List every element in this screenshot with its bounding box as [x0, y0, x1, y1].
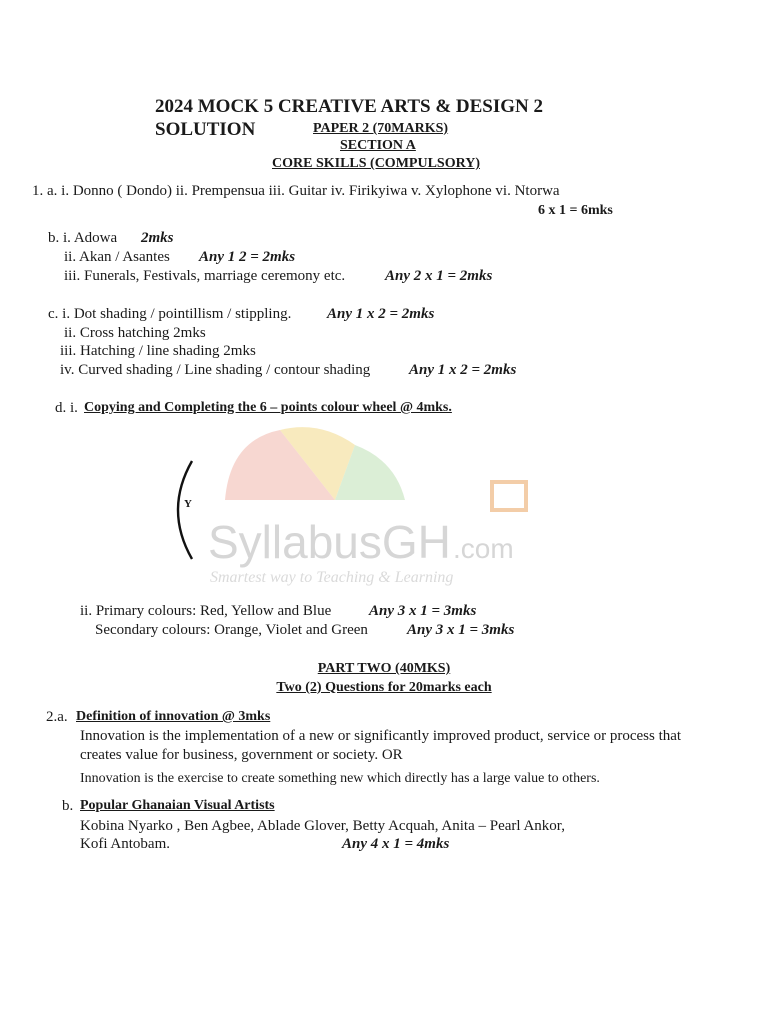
syllabusgh-watermark — [170, 420, 590, 600]
watermark-tagline: Smartest way to Teaching & Learning — [210, 569, 454, 586]
q1d-ii-secondary-marks: Any 3 x 1 = 3mks — [407, 622, 515, 638]
q1b-ii-marks: Any 1 2 = 2mks — [199, 249, 296, 265]
q2b-prefix: b. — [62, 798, 74, 814]
q1c-ii: ii. Cross hatching 2mks — [64, 325, 206, 341]
watermark-brand: SyllabusGH — [208, 516, 451, 568]
q1d-prefix: d. i. — [55, 400, 78, 416]
q2b-artists-line1: Kobina Nyarko , Ben Agbee, Ablade Glover, Betty Acquah, Anita – Pearl Ankor, — [80, 818, 565, 834]
document-title-solution: SOLUTION — [155, 119, 256, 140]
paper-label: PAPER 2 (70MARKS) — [313, 121, 449, 136]
q2b-marks: Any 4 x 1 = 4mks — [342, 836, 450, 852]
q2b-artists-line2: Kofi Antobam. — [80, 836, 170, 852]
part-two-title: PART TWO (40MKS) — [317, 661, 451, 676]
q1d-ii-secondary: Secondary colours: Orange, Violet and Green — [95, 622, 368, 638]
core-skills-label: CORE SKILLS (COMPULSORY) — [272, 156, 480, 171]
q2a-definition-line2: creates value for business, government or society. OR — [80, 747, 403, 763]
q1c-iv: iv. Curved shading / Line shading / contour shading — [60, 362, 371, 378]
q1b-iii: iii. Funerals, Festivals, marriage ceremony etc. — [64, 268, 346, 284]
q2b-heading: Popular Ghanaian Visual Artists — [80, 798, 275, 813]
q1b-i: b. i. Adowa — [48, 230, 118, 246]
watermark-domain: .com — [453, 533, 514, 564]
q1c-i: c. i. Dot shading / pointillism / stippling. — [48, 306, 292, 322]
q1a-answers: 1. a. i. Donno ( Dondo) ii. Prempensua iii. Guitar iv. Firikyiwa v. Xylophone vi. Ntorwa — [32, 183, 560, 199]
part-two-subtitle: Two (2) Questions for 20marks each — [276, 680, 492, 695]
q1b-iii-marks: Any 2 x 1 = 2mks — [385, 268, 493, 284]
q1a-marks: 6 x 1 = 6mks — [538, 203, 613, 218]
colour-wheel-letter: Y — [184, 498, 192, 510]
section-label: SECTION A — [340, 138, 416, 153]
q1d-heading: Copying and Completing the 6 – points colour wheel @ 4mks. — [84, 400, 452, 415]
q1d-ii-primary: ii. Primary colours: Red, Yellow and Blue — [80, 603, 332, 619]
document-title: 2024 MOCK 5 CREATIVE ARTS & DESIGN 2 — [155, 96, 543, 117]
q1b-i-marks: 2mks — [141, 230, 174, 246]
q1b-ii: ii. Akan / Asantes — [64, 249, 170, 265]
q2a-heading: Definition of innovation @ 3mks — [76, 709, 271, 724]
q1c-i-marks: Any 1 x 2 = 2mks — [327, 306, 435, 322]
q2a-definition-line1: Innovation is the implementation of a new or significantly improved product, service or process that — [80, 728, 682, 744]
q1c-iv-marks: Any 1 x 2 = 2mks — [409, 362, 517, 378]
q1c-iii: iii. Hatching / line shading 2mks — [60, 343, 256, 359]
q1d-ii-primary-marks: Any 3 x 1 = 3mks — [369, 603, 477, 619]
q2a-prefix: 2.a. — [46, 709, 68, 725]
q2a-definition-line3: Innovation is the exercise to create something new which directly has a large value to others. — [80, 771, 600, 786]
